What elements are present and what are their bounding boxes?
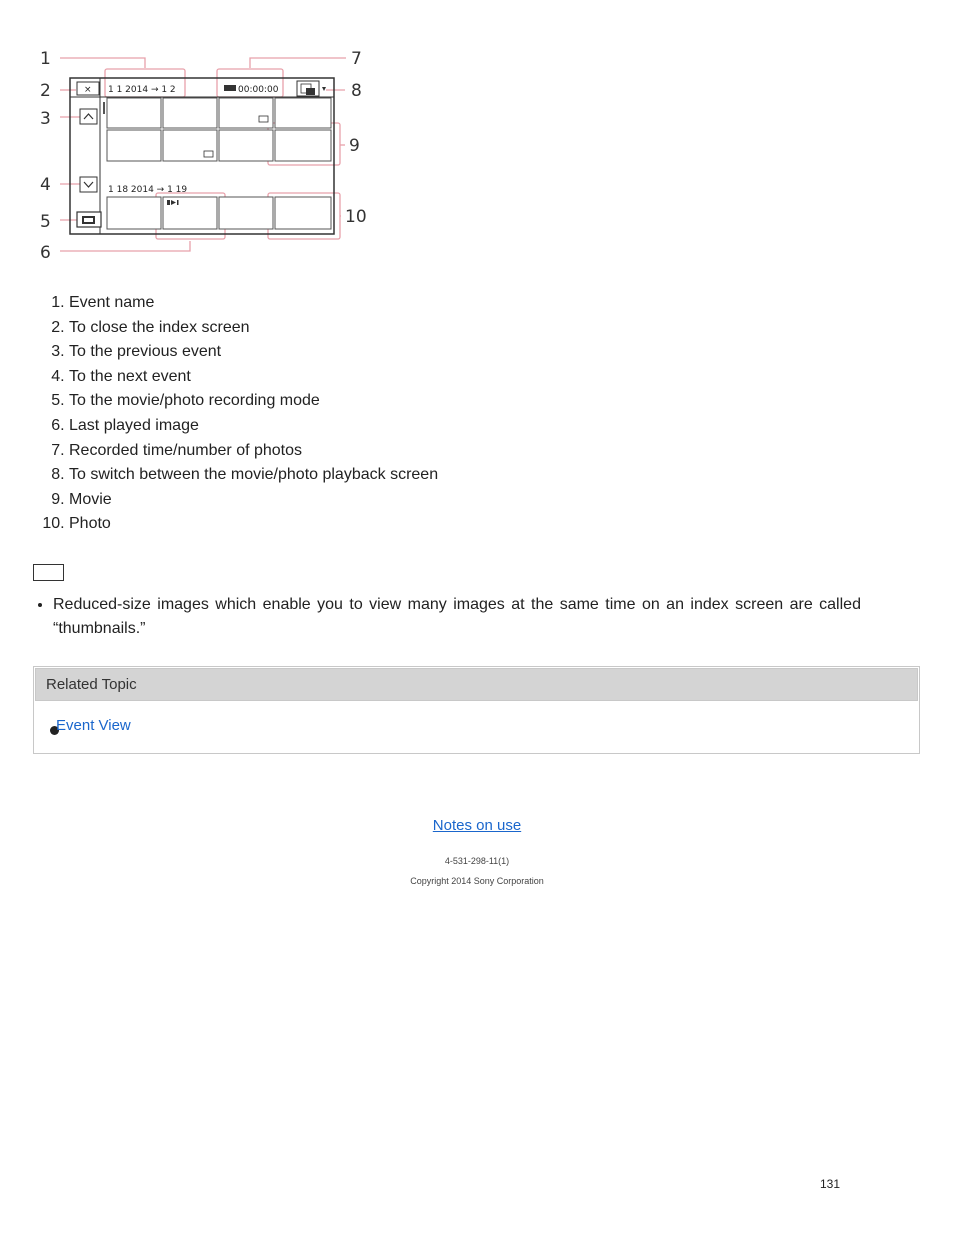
dropdown-triangle-icon: [322, 87, 326, 91]
event-name-second: 1 18 2014 → 1 19: [108, 185, 188, 195]
thumbnail-grid-event1: [107, 98, 331, 161]
next-event-button[interactable]: [80, 177, 97, 192]
legend-list: [32, 291, 438, 537]
thumbnail[interactable]: [219, 130, 273, 161]
legend-item: 9. Movie: [69, 488, 438, 513]
callout-7: 7: [351, 49, 362, 69]
legend-item: 1. Event name: [69, 291, 438, 316]
legend-item: 3. To the previous event: [69, 340, 438, 365]
notes-list: [33, 593, 893, 641]
legend-item: 2. To close the index screen: [69, 316, 438, 341]
event-name: 1 1 2014 → 1 2: [108, 85, 176, 95]
legend-item: 10. Photo: [69, 512, 438, 537]
index-screen-diagram: [30, 40, 380, 270]
copyright: Copyright 2014 Sony Corporation: [410, 876, 544, 886]
hint-icon: [33, 564, 64, 581]
thumbnail[interactable]: [107, 197, 161, 229]
related-topic-panel: [33, 666, 920, 754]
legend-item: 8. To switch between the movie/photo playback screen: [69, 463, 438, 488]
callout-4: 4: [40, 175, 51, 195]
related-link-event-view[interactable]: Event View: [56, 717, 131, 734]
callout-8: 8: [351, 81, 362, 101]
close-icon: ×: [84, 85, 92, 95]
callout-10: 10: [345, 207, 367, 227]
legend-item: 5. To the movie/photo recording mode: [69, 389, 438, 414]
callout-2: 2: [40, 81, 51, 101]
thumbnail[interactable]: [107, 130, 161, 161]
legend-item: 7. Recorded time/number of photos: [69, 439, 438, 464]
thumbnail[interactable]: [219, 98, 273, 128]
thumbnail[interactable]: [275, 98, 331, 128]
legend-item: 4. To the next event: [69, 365, 438, 390]
thumbnail[interactable]: [107, 98, 161, 128]
previous-event-button[interactable]: [80, 109, 97, 124]
callout-3: 3: [40, 109, 51, 129]
notes-on-use-link[interactable]: Notes on use: [432, 817, 522, 834]
thumbnail[interactable]: [275, 130, 331, 161]
callout-5: 5: [40, 212, 51, 232]
film-icon: [224, 85, 236, 91]
callout-1: 1: [40, 49, 51, 69]
recorded-time: 00:00:00: [238, 85, 279, 95]
thumbnail[interactable]: [163, 98, 217, 128]
related-topic-heading: Related Topic: [35, 668, 918, 701]
legend-item: 6. Last played image: [69, 414, 438, 439]
thumbnail[interactable]: [219, 197, 273, 229]
note-item: • Reduced-size images which enable you to view many images at the same time on an index screen are called “thumbnails.”: [53, 593, 893, 641]
thumbnail[interactable]: [275, 197, 331, 229]
thumbnail-grid-event2: [107, 197, 331, 229]
callout-6: 6: [40, 243, 51, 263]
thumbnail[interactable]: [163, 130, 217, 161]
callout-9: 9: [349, 136, 360, 156]
document-code: 4-531-298-11(1): [444, 856, 510, 866]
page-number: 131: [820, 1177, 841, 1191]
